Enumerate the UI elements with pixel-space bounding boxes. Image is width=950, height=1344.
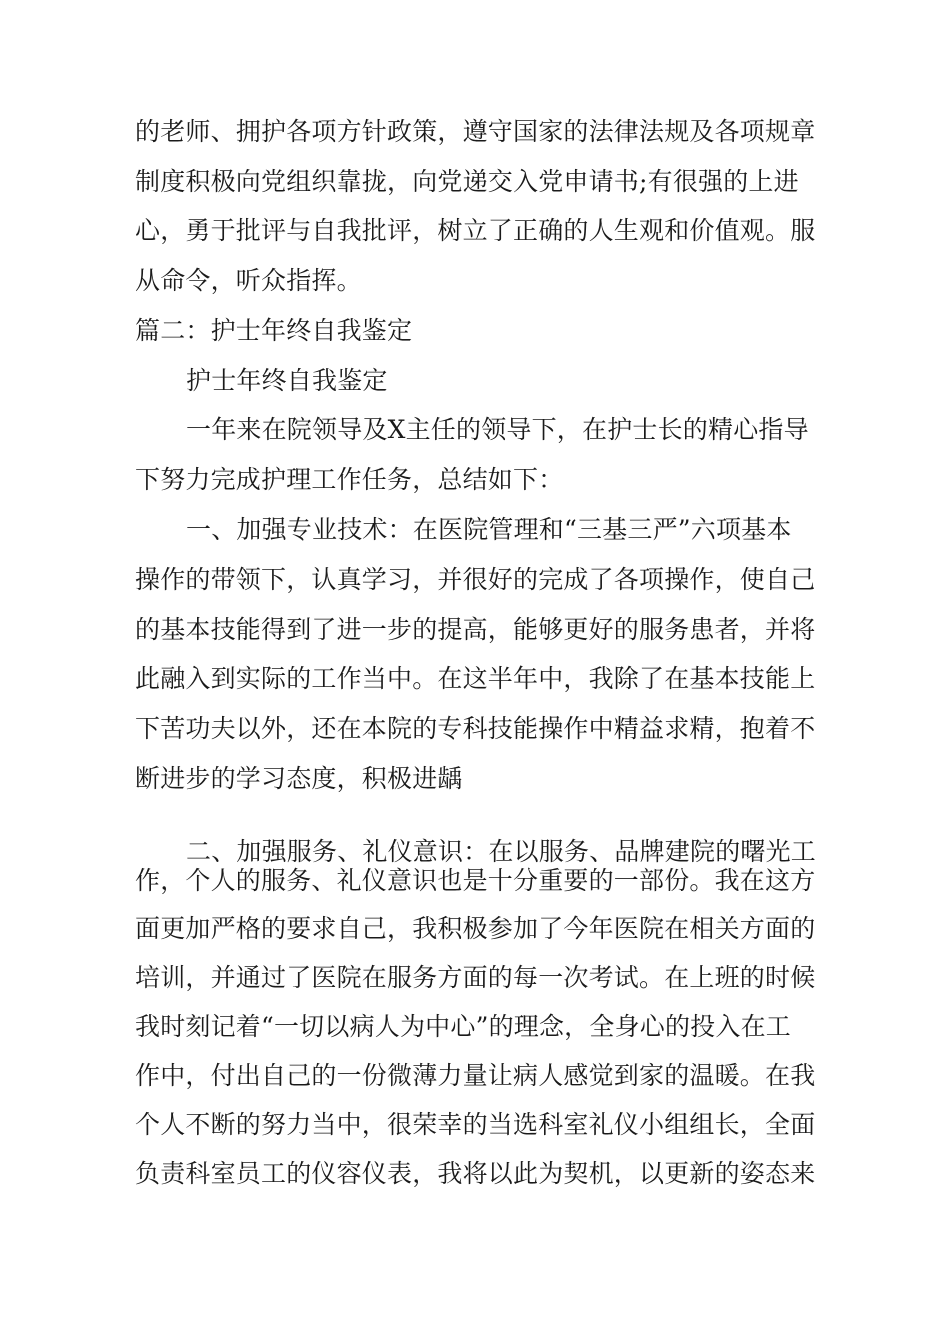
text-line: 一、加强专业技术：在医院管理和“三基三严”六项基本 (186, 515, 792, 544)
text-line: 下苦功夫以外，还在本院的专科技能操作中精益求精，抱着不 (135, 714, 816, 743)
text-line: 二、加强服务、礼仪意识：在以服务、品牌建院的曙光工 (186, 837, 817, 866)
text-line: 的基本技能得到了进一步的提高，能够更好的服务患者，并将 (135, 615, 816, 644)
text-line: 从命令，听众指挥。 (135, 266, 362, 295)
text-line: 下努力完成护理工作任务，总结如下： (135, 465, 564, 494)
text-line: 的老师、拥护各项方针政策，遵守国家的法律法规及各项规章 (135, 117, 816, 146)
text-line: 心，勇于批评与自我批评，树立了正确的人生观和价值观。服 (135, 216, 816, 245)
text-line: 负责科室员工的仪容仪表，我将以此为契机，以更新的姿态来 (135, 1159, 816, 1188)
text-line: 一年来在院领导及X主任的领导下，在护士长的精心指导 (186, 415, 809, 444)
text-line: 个人不断的努力当中，很荣幸的当选科室礼仪小组组长，全面 (135, 1110, 816, 1139)
text-line: 作，个人的服务、礼仪意识也是十分重要的一部份。我在这方 (135, 866, 816, 895)
text-line: 培训，并通过了医院在服务方面的每一次考试。在上班的时候 (135, 963, 816, 992)
section-heading: 篇二：护士年终自我鉴定 (135, 316, 413, 345)
text-line: 操作的带领下，认真学习，并很好的完成了各项操作，使自己 (135, 565, 816, 594)
text-line: 面更加严格的要求自己，我积极参加了今年医院在相关方面的 (135, 914, 816, 943)
text-line: 断进步的学习态度，积极进龋 (135, 764, 463, 793)
text-line: 制度积极向党组织靠拢，向党递交入党申请书;有很强的上进 (135, 167, 799, 196)
text-line: 作中，付出自己的一份微薄力量让病人感觉到家的温暖。在我 (135, 1061, 816, 1090)
article-title: 护士年终自我鉴定 (186, 366, 388, 395)
text-line: 此融入到实际的工作当中。在这半年中，我除了在基本技能上 (135, 664, 816, 693)
text-line: 我时刻记着“一切以病人为中心”的理念，全身心的投入在工 (135, 1012, 791, 1041)
